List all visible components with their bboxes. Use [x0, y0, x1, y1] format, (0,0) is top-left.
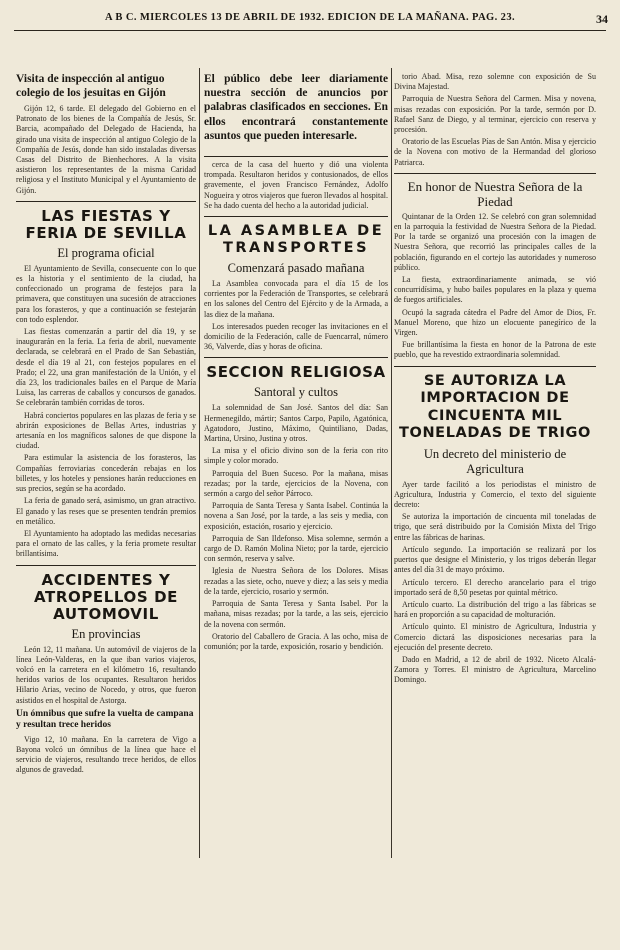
column-divider-right — [391, 68, 392, 858]
gijon-body: Gijón 12, 6 tarde. El delegado del Gobierno en el Patronato de los bienes de la Compañía de Jesús, Sr. Barcia, acompañado del Delegado de Hacienda, ha girado una visita de inspección al antiguo Colegio de la Compañía de Jesús, donde han sido instaladas diversas Casas del Distrito de Bienhechores. A la visita asistieron los representantes de la misma Caridad religiosa y el Instituto Municipal y el Ayuntamiento de Gijón. — [16, 104, 196, 195]
religiosa-paragraph: Parroquia del Buen Suceso. Por la mañana, misas rezadas; por la tarde, ejercicios de la Novena, con sermón a cargo del señor Párroco. — [204, 468, 388, 499]
fiestas-headline: LAS FIESTAS Y FERIA DE SEVILLA — [25, 206, 187, 242]
asamblea-subheadline: Comenzará pasado mañana — [227, 261, 365, 276]
trigo-paragraph: Ayer tarde facilitó a los periodistas el ministro de Agricultura, Industria y Comercio, el texto del siguiente decreto: — [394, 479, 596, 510]
asamblea-paragraph: La Asamblea convocada para el día 15 de los corrientes por la Federación de Transportes, se celebrará en los salones del Centro del Ejército y de la Armada, a las diez de la mañana. — [204, 279, 388, 319]
trigo-subheadline: Un decreto del ministerio de Agricultura — [423, 446, 567, 476]
notice-rule — [204, 156, 388, 157]
classified-ads-notice: El público debe leer diariamente nuestra sección de anuncios por palabras clasificados en secciones. En ellos encontrará constantemente asuntos que pueden interesarle. — [204, 73, 388, 142]
header-rule — [14, 30, 606, 31]
divider — [204, 357, 388, 358]
fiestas-paragraph: El Ayuntamiento ha adoptado las medidas necesarias para el ornato de las calles, y la feria promete resultar brillantísima. — [16, 528, 196, 559]
trigo-paragraph: Artículo segundo. La importación se realizará por los puertos que designe el Ministerio, y los trigos deberán llegar antes del día 31 de mayo próximo. — [394, 544, 596, 575]
accidentes-headline: ACCIDENTES Y ATROPELLOS DE AUTOMOVIL — [33, 570, 179, 623]
religiosa-paragraph: La misa y el oficio divino son de la feria con rito simple y color morado. — [204, 446, 388, 466]
cultos-continued: torio Abad. Misa, rezo solemne con exposición de Su Divina Majestad. — [394, 72, 596, 92]
fiestas-paragraph: Las fiestas comenzarán a partir del día 19, y se inaugurarán en la feria. La feria de abril, nuevamente declarada, se celebrará en el Prado de San Sebastián, desde el día 19 al 21, con festejos populares en el Prado; el 22, una gran manifestación de la Unión, y el día 23, los tradicionales bailes en el Parque de María Luisa, las carreras de caballos y concursos de ganados. Se celebrarán también corridas de toros. — [16, 327, 196, 408]
trigo-paragraph: Se autoriza la importación de cincuenta mil toneladas de trigo, que será distribuido por la Comisión Mixta del Trigo entre las fábricas de harinas. — [394, 512, 596, 542]
asamblea-paragraph: Los interesados pueden recoger las invitaciones en el domicilio de la Federación, calle de Fuencarral, número 36, Valverde, días y horas de oficina. — [204, 321, 388, 352]
piedad-paragraph: La fiesta, extraordinariamente animada, se vió concurridísima, y hubo bailes populares en la plaza y quema de fuegos artificiales. — [394, 275, 596, 305]
piedad-paragraph: Quintanar de la Orden 12. Se celebró con gran solemnidad en la parroquia la festividad de Nuestra Señora de la Piedad. Por la tarde se organizó una procesión con la imagen de Nuestra Señora, que recorrió las principales calles de la población, figurando en el cortejo las autoridades y numeroso público. — [394, 211, 596, 272]
religiosa-paragraph: Iglesia de Nuestra Señora de los Dolores. Misas rezadas a las siete, ocho, nueve y diez; a las seis y media de la tarde, ejercicio, rosario y sermón. — [204, 566, 388, 596]
religiosa-paragraph: Parroquia de Santa Teresa y Santa Isabel. Por la mañana, misas rezadas; por la tarde, a las seis, ejercicio de la novena con sermón. — [204, 599, 388, 629]
divider — [204, 216, 388, 217]
omnibus-paragraph: Vigo 12, 10 mañana. En la carretera de Vigo a Bayona volcó un ómnibus de la línea que hace el servicio de viajeros, resultando trece heridos, de ellos algunos de gravedad. — [16, 734, 196, 775]
fiestas-subheadline: El programa oficial — [57, 245, 155, 260]
fiestas-paragraph: El Ayuntamiento de Sevilla, consecuente con lo que es la historia y el sentimiento de la ciudad, ha confeccionado un programa de festejos para la primavera, que constituyen una sucesión de atracciones para los forasteros, y que a continuación se festejarán con todo esplendor. — [16, 263, 196, 324]
fiestas-paragraph: Para estimular la asistencia de los forasteros, las Compañías ferroviarias concederán rebajas en los billetes, y los hoteles y pensiones harán reducciones en sus precios, según se ha acordado. — [16, 453, 196, 494]
religiosa-headline: SECCION RELIGIOSA — [206, 363, 386, 382]
divider — [16, 201, 196, 202]
accidentes-subheadline: En provincias — [71, 626, 141, 641]
piedad-headline: En honor de Nuestra Señora de la Piedad — [407, 178, 583, 209]
divider — [394, 366, 596, 367]
omnibus-headline: Un ómnibus que sufre la vuelta de campana y resultan trece heridos — [16, 708, 194, 730]
trigo-paragraph: Artículo tercero. El derecho arancelario para el trigo importado será de 8,50 pesetas por quintal métrico. — [394, 577, 596, 597]
page-header: A B C. MIERCOLES 13 DE ABRIL DE 1932. EDICION DE LA MAÑANA. PAG. 23. — [104, 12, 515, 23]
column-middle — [204, 160, 388, 950]
accident-continued: cerca de la casa del huerto y dió una violenta trompada. Resultaron heridos y contusionados, de ellos gravemente, el joven Francisco Fernández, Adolfo Nogueira y otros viajeros que fueron llevados al hospital. Se ha dado cuenta del hecho a la autoridad judicial. — [204, 160, 388, 210]
religiosa-subheadline: Santoral y cultos — [253, 385, 338, 400]
asamblea-headline: LA ASAMBLEA DE TRANSPORTES — [207, 223, 385, 257]
trigo-paragraph: Dado en Madrid, a 12 de abril de 1932. Niceto Alcalá-Zamora y Torres. El ministro de Agricultura, Marcelino Domingo. — [394, 654, 596, 685]
column-left — [16, 72, 196, 862]
trigo-headline: SE AUTORIZA LA IMPORTACION DE CINCUENTA MIL TONELADAS DE TRIGO — [399, 372, 591, 442]
page-number-mark: 34 — [596, 12, 608, 26]
divider — [394, 173, 596, 174]
cultos-continued: Parroquia de Nuestra Señora del Carmen. Misa y novena, misas rezadas con exposición. Por la tarde, sermón por D. Rafael Sanz de Diego, y al terminar, ejercicio con reserva y procesión. — [394, 94, 596, 135]
column-divider-left — [199, 68, 200, 858]
piedad-paragraph: Ocupó la sagrada cátedra el Padre del Amor de Dios, Fr. Manuel Moreno, que hizo un elocuente panegírico de la Virgen. — [394, 307, 596, 338]
cultos-continued: Oratorio de las Escuelas Pías de San Antón. Misa y ejercicio de la Novena con motivo de la Hermandad del glorioso Patriarca. — [394, 137, 596, 167]
religiosa-paragraph: Parroquia de San Ildefonso. Misa solemne, sermón a cargo de D. Ramón Molina Nieto; por la tarde, ejercicio con sermón, reserva y salve. — [204, 533, 388, 564]
religiosa-paragraph: Parroquia de Santa Teresa y Santa Isabel. Continúa la novena a San José, por la tarde, a las seis y media, con exposición, estación, rosario y ejercicio. — [204, 501, 388, 531]
fiestas-paragraph: La feria de ganado será, asimismo, un gran atractivo. El ganado y las reses que se presenten tendrán premios en metálico. — [16, 496, 196, 526]
piedad-paragraph: Fue brillantísima la fiesta en honor de la Patrona de este pueblo, que ha revestido extraordinaria solemnidad. — [394, 340, 596, 360]
divider — [16, 565, 196, 566]
religiosa-paragraph: La solemnidad de San José. Santos del día: San Hermenegildo, mártir; Santos Carpo, Papilo, Agatónica, Agatodoro, Justino, Máximo, Quintiliano, Dadas, Martina, Ursino, Justina y otros. — [204, 403, 388, 444]
column-right — [394, 72, 596, 862]
trigo-paragraph: Artículo quinto. El ministro de Agricultura, Industria y Comercio dictará las disposiciones necesarias para la ejecución del presente decreto. — [394, 622, 596, 652]
religiosa-paragraph: Oratorio del Caballero de Gracia. A las ocho, misa de comunión; por la tarde, exposición, rosario y bendición. — [204, 631, 388, 651]
gijon-headline: Visita de inspección al antiguo colegio de los jesuitas en Gijón — [16, 73, 166, 99]
fiestas-paragraph: Habrá conciertos populares en las plazas de feria y se abrirán exposiciones de Bellas Artes, industrias y artesanía en los magníficos salones de que dispone la ciudad. — [16, 410, 196, 451]
accidentes-paragraph: León 12, 11 mañana. Un automóvil de viajeros de la línea León-Valderas, en la que iban varios viajeros, volcó en la carretera en el kilómetro 16, resultando heridos varios de los ocupantes. Resultaron heridos Hilario Arias, vecino de Nocedo, y otros, que fueron asistidos en el hospital de Astorga. — [16, 644, 196, 705]
trigo-paragraph: Artículo cuarto. La distribución del trigo a las fábricas se hará en proporción a su capacidad de molturación. — [394, 599, 596, 620]
